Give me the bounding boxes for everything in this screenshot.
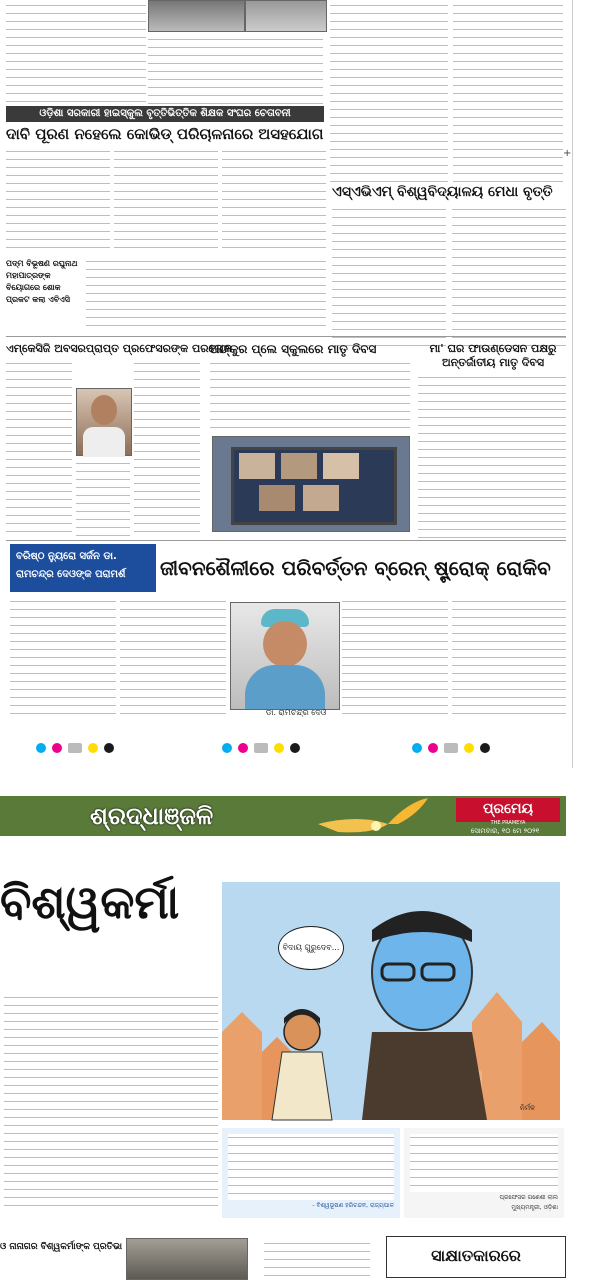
registration-dot (68, 743, 82, 753)
text-column (6, 148, 110, 248)
newspaper-page-bottom (0, 774, 590, 1280)
text-column (210, 360, 410, 430)
text-column (76, 460, 130, 538)
text-column (452, 206, 566, 346)
registration-marks-left (36, 738, 120, 757)
registration-dot (52, 743, 62, 753)
headline-bottom-left: ଓ ନାନାଗର ବିଶ୍ୱକର୍ମାଙ୍କ ପ୍ରତିଭା (0, 1242, 123, 1252)
registration-dot (88, 743, 98, 753)
bottom-photo (126, 1238, 248, 1280)
doctor-advice-box (10, 544, 156, 592)
text-column (330, 2, 448, 182)
registration-dot (36, 743, 46, 753)
tribute-name-title: ବିଶ୍ୱକର୍ମା (0, 875, 180, 929)
top-photo (148, 0, 245, 32)
text-column (120, 598, 226, 718)
doctor-box-line1: ବରିଷ୍ଠ ନ୍ୟୁରୋ ସର୍ଜନ ଡା. (16, 551, 117, 562)
text-column (453, 2, 563, 182)
issue-date: ସୋମବାର, ୧୦ ମେ ୨୦୨୧ (470, 827, 540, 835)
cartoon-illustration (222, 882, 560, 1120)
registration-marks-mid (222, 738, 306, 757)
brand-logo: ପ୍ରମେୟ (456, 798, 560, 822)
tribute-text (4, 994, 218, 1206)
brand-subtitle: THE PRAMEYA (490, 820, 526, 826)
doctor-photo (230, 602, 340, 710)
top-photo-2 (245, 0, 327, 32)
text-column (332, 206, 446, 346)
text-column (342, 598, 448, 718)
registration-dot (222, 743, 232, 753)
registration-dot (428, 743, 438, 753)
registration-dot (290, 743, 300, 753)
registration-dot (254, 743, 268, 753)
video-call-photo (212, 436, 410, 532)
headline-interview: ସାକ୍ଷାତକାରରେ (386, 1236, 566, 1278)
cm-signature-name: ପ୍ରଫେସର ଗଣେଶୀ ଲାଲ (499, 1194, 558, 1201)
headline-professor-demise: ଏମ୍‌କେସିଜି ଅବସରପ୍ରାପ୍ତ ପ୍ରଫେସରଙ୍କ ପରଲୋକ (6, 342, 232, 355)
registration-dot (274, 743, 284, 753)
text-column (264, 1240, 370, 1278)
text-column (6, 360, 72, 538)
text-column (86, 258, 326, 328)
text-column (148, 36, 323, 104)
headline-university-scholarship: ଏସ୍ଏଭିଏମ୍ ବିଶ୍ୱବିଦ୍ୟାଳୟ ମେଧା ବୃତ୍ତି (332, 184, 553, 200)
governor-signature: - ବିଶ୍ୱଭୂଷଣ ହରିଚନ୍ଦନ, ରାଜ୍ୟପାଳ (312, 1202, 394, 1209)
speech-bubble: ବିଦାୟ ଗୁରୁଦେବ... (278, 926, 344, 970)
governor-message-box (222, 1128, 400, 1218)
text-column (222, 148, 326, 248)
flame-lamp-icon (318, 794, 438, 838)
headline-mother-day: ମା' ଘର ଫାଉଣ୍ଡେସନ ପକ୍ଷରୁ ଅନ୍ତର୍ଜାତୀୟ ମାତୃ ଦିବସ (429, 342, 557, 369)
text-column (418, 374, 566, 538)
headline-play-school: ଅଙ୍କୁର ପ୍ଲେ ସ୍କୁଲରେ ମାତୃ ଦିବସ (210, 342, 377, 356)
plus-mark: + (563, 148, 572, 159)
text-column (452, 598, 566, 718)
text-column (6, 2, 146, 104)
registration-dot (412, 743, 422, 753)
text-column (114, 148, 218, 248)
text-column (134, 360, 200, 538)
tribute-title: ଶ୍ରଦ୍ଧାଞ୍ଜଳି (90, 802, 214, 830)
headline-condolence: ପଦ୍ମ ବିଭୂଷଣ ରଘୁନାଥ ମହାପାତ୍ରଙ୍କ ବିୟୋଗରେ ଶୋକ ପ୍ରକଟ କଲା ଏବିଏସି (6, 259, 78, 304)
registration-dot (104, 743, 114, 753)
text-column (10, 598, 116, 718)
registration-marks-right (412, 738, 496, 757)
registration-dot (444, 743, 458, 753)
registration-dot (238, 743, 248, 753)
professor-photo (76, 388, 132, 456)
registration-dot (464, 743, 474, 753)
doctor-caption: ଡା. ରାମଚନ୍ଦ୍ର ଦେଓ (265, 708, 327, 717)
cartoonist-signature: ନିର୍ମଳ (520, 1104, 536, 1112)
headline-teacher-union: ଦାବି ପୂରଣ ନହେଲେ କୋଭିଡ୍ ପରିଚାଳନାରେ ଅସହଯୋଗ (6, 125, 324, 143)
headline-brain-stroke: ଜୀବନଶୈଳୀରେ ପରିବର୍ତ୍ତନ ବ୍ରେନ୍ ଷ୍ଟ୍ରୋକ୍ ରୋକିବ (160, 556, 551, 580)
doctor-box-line2: ରାମଚନ୍ଦ୍ର ଦେଓଙ୍କ ପରାମର୍ଶ (16, 569, 126, 580)
cm-signature-role: ମୁଖ୍ୟମନ୍ତ୍ରୀ, ଓଡ଼ିଶା (511, 1204, 558, 1211)
registration-dot (480, 743, 490, 753)
section-banner: ଓଡ଼ିଶା ସରକାରୀ ହାଇସ୍କୁଲ ବୃତ୍ତିଭିତ୍ତିକ ଶିକ୍ଷକ ସଂଘର ଚେତାବନୀ (6, 106, 324, 122)
chief-minister-message-box (404, 1128, 564, 1218)
